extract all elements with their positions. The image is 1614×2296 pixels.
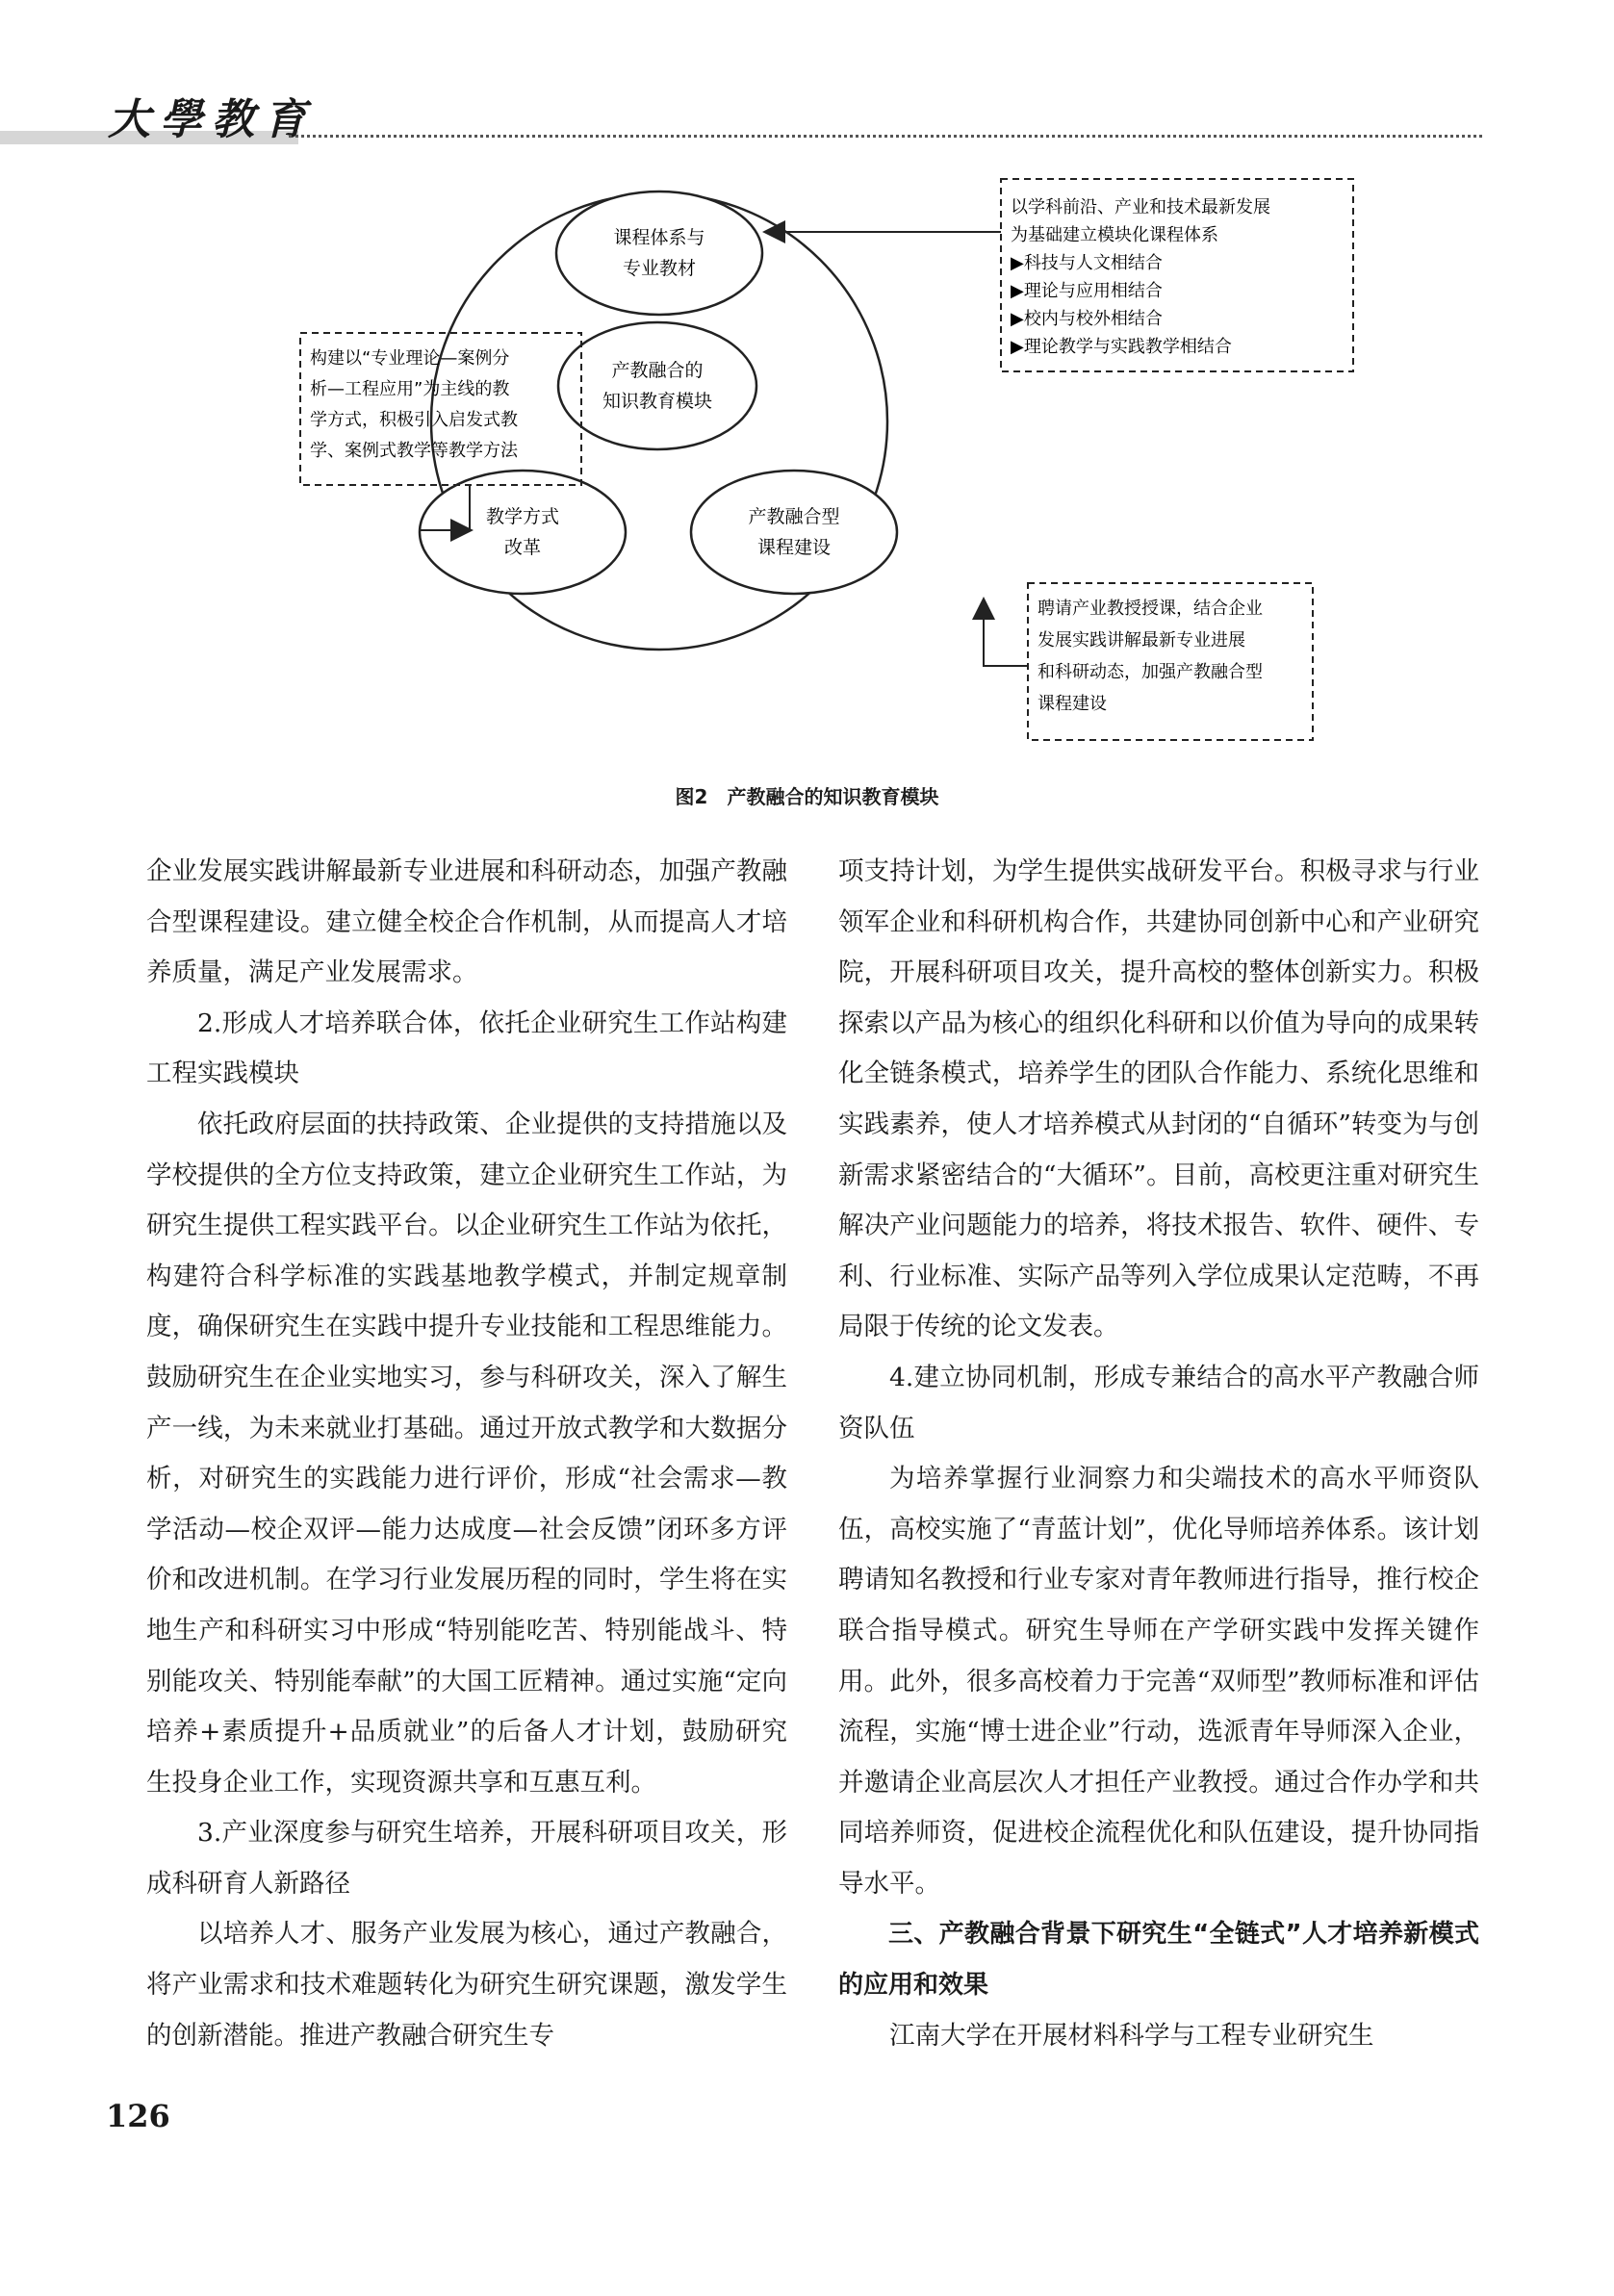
node-top-ellipse [556, 191, 762, 315]
center-label-line2: 知识教育模块 [602, 391, 713, 412]
paragraph: 依托政府层面的扶持政策、企业提供的支持措施以及学校提供的全方位支持政策，建立企业研究生工作站，为研究生提供工程实践平台。以企业研究生工作站为依托，构建符合科学标准的实践基地教学模式，并制定规章制度，确保研究生在实践中提升专业技能和工程思维能力。鼓励研究生在企业实地实习，参与科研攻关，深入了解生产一线，为未来就业打基础。通过开放式教学和大数据分析，对研究生的实践能力进行评价，形成“社会需求—教学活动—校企双评—能力达成度—社会反馈”闭环多方评价和改进机制。在学习行业发展历程的同时，学生将在实地生产和科研实习中形成“特别能吃苦、特别能战斗、特别能攻关、特别能奉献”的大国工匠精神。通过实施“定向培养+素质提升+品质就业”的后备人才计划，鼓励研究生投身企业工作，实现资源共享和互惠互利。 [146, 1109, 787, 1798]
node-left-line2: 改革 [503, 537, 542, 558]
section-heading: 2.形成人才培养联合体，依托企业研究生工作站构建工程实践模块 [146, 1008, 787, 1089]
arrow-to-right-node [984, 600, 1028, 666]
box-right-top-line5: ▶校内与校外相结合 [1011, 309, 1163, 329]
paragraph: 企业发展实践讲解最新专业进展和科研动态，加强产教融合型课程建设。建立健全校企合作机制，从而提高人才培养质量，满足产业发展需求。 [146, 856, 787, 988]
box-right-top-line2: 为基础建立模块化课程体系 [1011, 225, 1218, 245]
node-top-line1: 课程体系与 [613, 227, 705, 248]
box-left-line2: 析—工程应用”为主线的教 [310, 379, 510, 399]
box-right-top-line4: ▶理论与应用相结合 [1011, 281, 1163, 301]
node-left-line1: 教学方式 [485, 506, 560, 527]
center-label-line1: 产教融合的 [611, 360, 704, 381]
chapter-heading: 三、产教融合背景下研究生“全链式”人才培养新模式的应用和效果 [838, 1920, 1479, 2001]
box-right-bottom-line1: 聘请产业教授授课，结合企业 [1038, 599, 1263, 619]
header-dotted-rule [289, 135, 1482, 138]
box-right-bottom-line2: 发展实践讲解最新专业进展 [1038, 630, 1245, 651]
section-heading: 4.建立协同机制，形成专兼结合的高水平产教融合师资队伍 [838, 1362, 1479, 1443]
node-right-line1: 产教融合型 [748, 506, 840, 527]
box-left-line1: 构建以“专业理论—案例分 [310, 348, 510, 369]
paragraph: 江南大学在开展材料科学与工程专业研究生 [889, 2020, 1374, 2051]
box-right-top-line3: ▶科技与人文相结合 [1011, 253, 1163, 273]
box-right-top-line1: 以学科前沿、产业和技术最新发展 [1011, 197, 1270, 217]
figure-caption: 图2 产教融合的知识教育模块 [675, 785, 939, 808]
left-column [146, 847, 787, 2061]
figure-diagram [279, 171, 1357, 749]
box-right-top-line6: ▶理论教学与实践教学相结合 [1011, 337, 1232, 357]
page-number: 126 [106, 2098, 170, 2134]
right-column [838, 847, 1479, 2061]
node-top-line2: 专业教材 [622, 258, 697, 279]
box-right-bottom-line3: 和科研动态，加强产教融合型 [1038, 662, 1263, 682]
box-right-bottom-line4: 课程建设 [1038, 694, 1107, 714]
paragraph: 为培养掌握行业洞察力和尖端技术的高水平师资队伍，高校实施了“青蓝计划”，优化导师培养体系。该计划聘请知名教授和行业专家对青年教师进行指导，推行校企联合指导模式。研究生导师在产学研实践中发挥关键作用。此外，很多高校着力于完善“双师型”教师标准和评估流程，实施“博士进企业”行动，选派青年导师深入企业，并邀请企业高层次人才担任产业教授。通过合作办学和共同培养师资，促进校企流程优化和队伍建设，提升协同指导水平。 [838, 1464, 1479, 1899]
paragraph: 以培养人才、服务产业发展为核心，通过产教融合，将产业需求和技术难题转化为研究生研究课题，激发学生的创新潜能。推进产教融合研究生专 [146, 1919, 787, 2051]
box-left-line4: 学、案例式教学等教学方法 [310, 441, 518, 461]
center-ellipse [558, 322, 756, 449]
journal-title: 大學教育 [108, 95, 316, 144]
node-left-ellipse [420, 471, 626, 594]
paragraph: 项支持计划，为学生提供实战研发平台。积极寻求与行业领军企业和科研机构合作，共建协同创新中心和产业研究院，开展科研项目攻关，提升高校的整体创新实力。积极探索以产品为核心的组织化科研和以价值为导向的成果转化全链条模式，培养学生的团队合作能力、系统化思维和实践素养，使人才培养模式从封闭的“自循环”转变为与创新需求紧密结合的“大循环”。目前，高校更注重对研究生解决产业问题能力的培养，将技术报告、软件、硬件、专利、行业标准、实际产品等列入学位成果认定范畴，不再局限于传统的论文发表。 [838, 856, 1479, 1342]
box-left-line3: 学方式，积极引入启发式教 [310, 410, 518, 430]
node-right-ellipse [691, 471, 897, 594]
section-heading: 3.产业深度参与研究生培养，开展科研项目攻关，形成科研育人新路径 [146, 1818, 787, 1899]
node-right-line2: 课程建设 [756, 537, 832, 558]
